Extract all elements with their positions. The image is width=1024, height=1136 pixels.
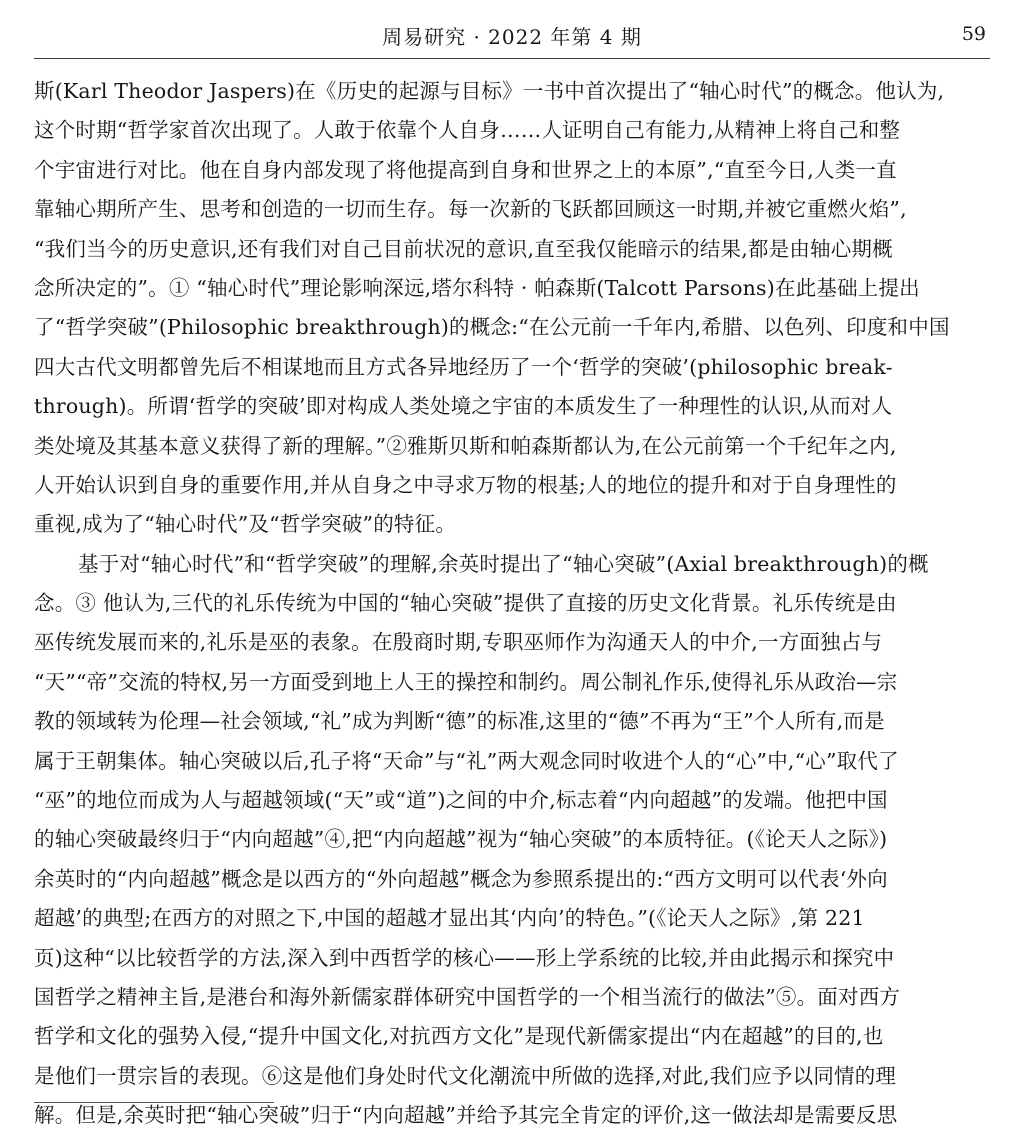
text-line: 基于对“轴心时代”和“哲学突破”的理解,余英时提出了“轴心突破”(Axial breakthrough)的概 bbox=[78, 551, 929, 576]
text-line: 解。但是,余英时把“轴心突破”归于“内向超越”并给予其完全肯定的评价,这一做法却是需要反思 bbox=[34, 1103, 898, 1128]
page-number: 59 bbox=[961, 23, 986, 45]
text-line: 巫传统发展而来的,礼乐是巫的表象。在殷商时期,专职巫师作为沟通天人的中介,一方面独占与 bbox=[34, 630, 883, 655]
body-text bbox=[34, 72, 1000, 1136]
text-line: 靠轴心期所产生、思考和创造的一切而生存。每一次新的飞跃都回顾这一时期,并被它重燃火焰”, bbox=[34, 197, 907, 222]
text-line: through)。所谓‘哲学的突破’即对构成人类处境之宇宙的本质发生了一种理性的认识,从而对人 bbox=[34, 394, 893, 419]
text-line: 这个时期“哲学家首次出现了。人敢于依靠个人自身……人证明自己有能力,从精神上将自己和整 bbox=[34, 118, 901, 143]
text-line: 教的领域转为伦理—社会领域,“礼”成为判断“德”的标准,这里的“德”不再为“王”个人所有,而是 bbox=[34, 709, 885, 734]
text-line: 是他们一贯宗旨的表现。⑥这是他们身处时代文化潮流中所做的选择,对此,我们应予以同情的理 bbox=[34, 1063, 897, 1088]
text-line: 余英时的“内向超越”概念是以西方的“外向超越”概念为参照系提出的:“西方文明可以代表‘外向 bbox=[34, 866, 888, 891]
text-line: 的轴心突破最终归于“内向超越”④,把“内向超越”视为“轴心突破”的本质特征。(《论天人之际》) bbox=[34, 827, 888, 852]
text-line: 个宇宙进行对比。他在自身内部发现了将他提高到自身和世界之上的本原”,“直至今日,人类一直 bbox=[34, 157, 897, 182]
text-line: “我们当今的历史意识,还有我们对自己目前状况的意识,直至我仅能暗示的结果,都是由轴心期概 bbox=[34, 236, 893, 261]
text-line: 页)这种“以比较哲学的方法,深入到中西哲学的核心——形上学系统的比较,并由此揭示和探究中 bbox=[34, 945, 895, 970]
footnote-divider bbox=[34, 1102, 274, 1103]
text-line: “巫”的地位而成为人与超越领域(“天”或“道”)之间的中介,标志着“内向超越”的发端。他把中国 bbox=[34, 788, 888, 813]
text-line: 人开始认识到自身的重要作用,并从自身之中寻求万物的根基;人的地位的提升和对于自身理性的 bbox=[34, 472, 897, 497]
text-line: 类处境及其基本意义获得了新的理解。”②雅斯贝斯和帕森斯都认为,在公元前第一个千纪年之内, bbox=[34, 433, 897, 458]
text-line: 了“哲学突破”(Philosophic breakthrough)的概念:“在公元前一千年内,希腊、以色列、印度和中国 bbox=[34, 315, 950, 340]
running-header bbox=[34, 12, 990, 59]
text-line: 念。③ 他认为,三代的礼乐传统为中国的“轴心突破”提供了直接的历史文化背景。礼乐传统是由 bbox=[34, 591, 897, 616]
text-line: 四大古代文明都曾先后不相谋地而且方式各异地经历了一个‘哲学的突破’(philosophic break- bbox=[34, 354, 893, 379]
text-line: 哲学和文化的强势入侵,“提升中国文化,对抗西方文化”是现代新儒家提出“内在超越”的目的,也 bbox=[34, 1024, 884, 1049]
text-line: 斯(Karl Theodor Jaspers)在《历史的起源与目标》一书中首次提出了“轴心时代”的概念。他认为, bbox=[34, 79, 945, 103]
text-line: 国哲学之精神主旨,是港台和海外新儒家群体研究中国哲学的一个相当流行的做法”⑤。面对西方 bbox=[34, 984, 901, 1009]
text-line: 超越’的典型;在西方的对照之下,中国的超越才显出其‘内向’的特色。”(《论天人之际》,第 221 bbox=[34, 906, 865, 931]
text-line: 属于王朝集体。轴心突破以后,孔子将“天命”与“礼”两大观念同时收进个人的“心”中,“心”取代了 bbox=[34, 748, 899, 773]
text-line: 念所决定的”。① “轴心时代”理论影响深远,塔尔科特 · 帕森斯(Talcott Parsons)在此基础上提出 bbox=[34, 275, 920, 300]
text-line: “天”“帝”交流的特权,另一方面受到地上人王的操控和制约。周公制礼作乐,使得礼乐从政治—宗 bbox=[34, 669, 898, 694]
text-line: 重视,成为了“轴心时代”及“哲学突破”的特征。 bbox=[34, 512, 457, 537]
journal-title: 周易研究 · 2022 年第 4 期 bbox=[382, 25, 642, 49]
